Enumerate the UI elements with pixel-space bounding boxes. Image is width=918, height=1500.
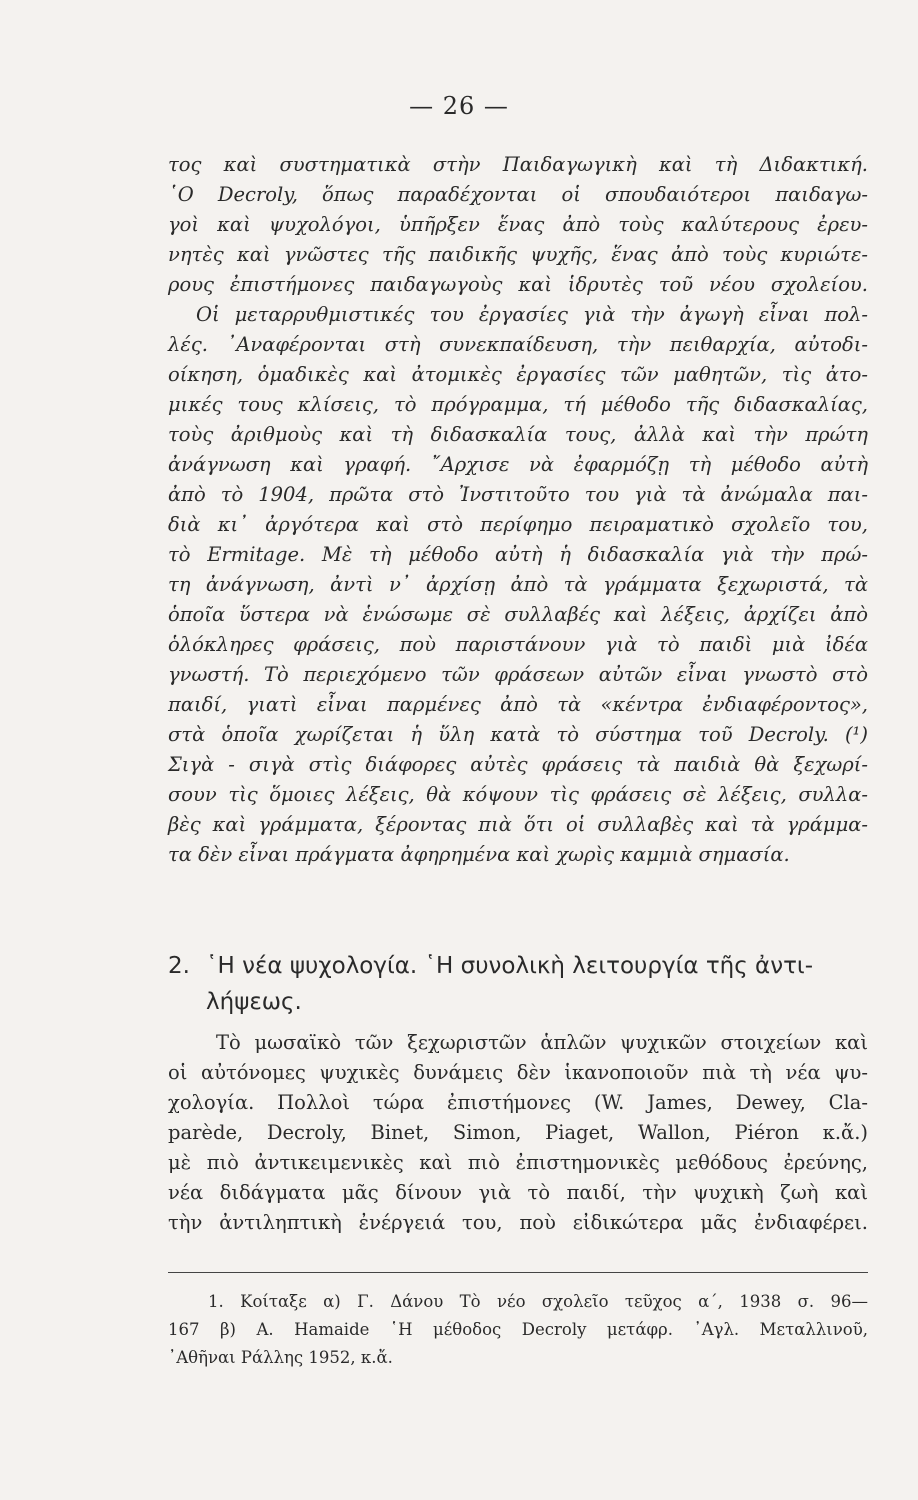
text-line: νέα διδάγματα μᾶς δίνουν γιὰ τὸ παιδί, τὴν ψυχικὴ ζωὴ καὶ: [168, 1181, 868, 1204]
text-line: στὰ ὁποῖα χωρίζεται ἡ ὕλη κατὰ τὸ σύστημα τοῦ Decroly. (¹): [168, 723, 868, 746]
text-line: ἀπὸ τὸ 1904, πρῶτα στὸ Ἰνστιτοῦτο του γιὰ τὰ ἀνώμαλα παι-: [168, 483, 868, 506]
paragraph-new-psychology: [168, 1028, 868, 1238]
text-line: τοὺς ἀριθμοὺς καὶ τὴ διδασκαλία τους, ἀλλὰ καὶ τὴν πρώτη: [168, 423, 868, 446]
text-line: μικές τους κλίσεις, τὸ πρόγραμμα, τή μέθοδο τῆς διδασκαλίας,: [168, 393, 868, 416]
page-number: — 26 —: [409, 92, 509, 120]
text-line: διὰ κι᾿ ἀργότερα καὶ στὸ περίφημο πειραματικὸ σχολεῖο του,: [168, 513, 868, 536]
text-line: λές. ᾿Αναφέρονται στὴ συνεκπαίδευση, τὴν πειθαρχία, αὐτοδι-: [168, 333, 868, 356]
text-line: γνωστή. Τὸ περιεχόμενο τῶν φράσεων αὐτῶν εἶναι γνωστὸ στὸ: [168, 663, 868, 686]
footnote-line: 167 β) A. Hamaide ῾Η μέθοδος Decroly μετάφρ. ᾿Αγλ. Μεταλλινοῦ,: [168, 1320, 868, 1339]
section-title-line: ῾Η νέα ψυχολογία. ῾Η συνολικὴ λειτουργία τῆς ἀντι-: [206, 953, 813, 979]
text-line: σουν τὶς ὅμοιες λέξεις, θὰ κόψουν τὶς φράσεις σὲ λέξεις, συλλα-: [168, 783, 868, 806]
text-line: τὸ Ermitage. Μὲ τὴ μέθοδο αὐτὴ ἡ διδασκαλία γιὰ τὴν πρώ-: [168, 543, 868, 566]
section-title-line: λήψεως.: [206, 989, 302, 1015]
text-line: τὴν ἀντιληπτικὴ ἐνέργειά του, ποὺ εἰδικώτερα μᾶς ἐνδιαφέρει.: [168, 1211, 868, 1234]
footnote-line: 1. Κοίταξε α) Γ. Δάνου Τὸ νέο σχολεῖο τεῦχος α΄, 1938 σ. 96—: [208, 1292, 868, 1311]
text-line: τα δὲν εἶναι πράγματα ἀφηρημένα καὶ χωρὶς καμμιὰ σημασία.: [168, 843, 790, 866]
text-line: Οἱ μεταρρυθμιστικές του ἐργασίες γιὰ τὴν ἀγωγὴ εἶναι πολ-: [196, 303, 868, 326]
text-line: τος καὶ συστηματικὰ στὴν Παιδαγωγικὴ καὶ τὴ Διδακτική.: [168, 153, 868, 176]
footnotes: [168, 1288, 868, 1372]
text-line: παιδί, γιατὶ εἶναι παρμένες ἀπὸ τὰ «κέντρα ἐνδιαφέροντος»,: [168, 693, 868, 716]
text-line: Σιγὰ - σιγὰ στὶς διάφορες αὐτὲς φράσεις τὰ παιδιὰ θὰ ξεχωρί-: [168, 753, 868, 776]
text-line: τη ἀνάγνωση, ἀντὶ ν᾿ ἀρχίσῃ ἀπὸ τὰ γράμματα ξεχωριστά, τὰ: [168, 573, 868, 596]
text-line: parède, Decroly, Binet, Simon, Piaget, Wallon, Piéron κ.ἄ.): [168, 1121, 868, 1144]
text-line: ὁποῖα ὕστερα νὰ ἑνώσωμε σὲ συλλαβές καὶ λέξεις, ἀρχίζει ἀπὸ: [168, 603, 868, 626]
text-line: οἱ αὐτόνομες ψυχικὲς δυνάμεις δὲν ἱκανοποιοῦν πιὰ τὴ νέα ψυ-: [168, 1061, 868, 1084]
section-number: 2.: [168, 953, 190, 979]
text-line: Τὸ μωσαϊκὸ τῶν ξεχωριστῶν ἁπλῶν ψυχικῶν στοιχείων καὶ: [216, 1031, 868, 1054]
section-heading: [168, 948, 868, 1020]
text-line: νητὲς καὶ γνῶστες τῆς παιδικῆς ψυχῆς, ἕνας ἀπὸ τοὺς κυριώτε-: [168, 243, 868, 266]
text-line: ρους ἐπιστήμονες παιδαγωγοὺς καὶ ἱδρυτὲς τοῦ νέου σχολείου.: [168, 273, 868, 296]
text-line: ὁλόκληρες φράσεις, ποὺ παριστάνουν γιὰ τὸ παιδὶ μιὰ ἰδέα: [168, 633, 868, 656]
footnote-line: ᾿Αθῆναι Ράλλης 1952, κ.ἄ.: [168, 1348, 393, 1367]
text-line: ῾Ο Decroly, ὅπως παραδέχονται οἱ σπουδαιότεροι παιδαγω-: [168, 183, 868, 206]
text-line: βὲς καὶ γράμματα, ξέροντας πιὰ ὅτι οἱ συλλαβὲς καὶ τὰ γράμμα-: [168, 813, 868, 836]
footnote-divider: [168, 1272, 868, 1273]
text-line: μὲ πιὸ ἀντικειμενικὲς καὶ πιὸ ἐπιστημονικὲς μεθόδους ἐρεύνης,: [168, 1151, 868, 1174]
text-line: ἀνάγνωση καὶ γραφή. ῎Αρχισε νὰ ἐφαρμόζῃ τὴ μέθοδο αὐτὴ: [168, 453, 868, 476]
text-line: γοὶ καὶ ψυχολόγοι, ὑπῆρξεν ἕνας ἀπὸ τοὺς καλύτερους ἐρευ-: [168, 213, 868, 236]
paragraph-decroly: [168, 150, 868, 870]
text-line: χολογία. Πολλοὶ τώρα ἐπιστήμονες (W. James, Dewey, Cla-: [168, 1091, 868, 1114]
text-line: οίκηση, ὁμαδικὲς καὶ ἀτομικὲς ἐργασίες τῶν μαθητῶν, τὶς ἀτο-: [168, 363, 868, 386]
